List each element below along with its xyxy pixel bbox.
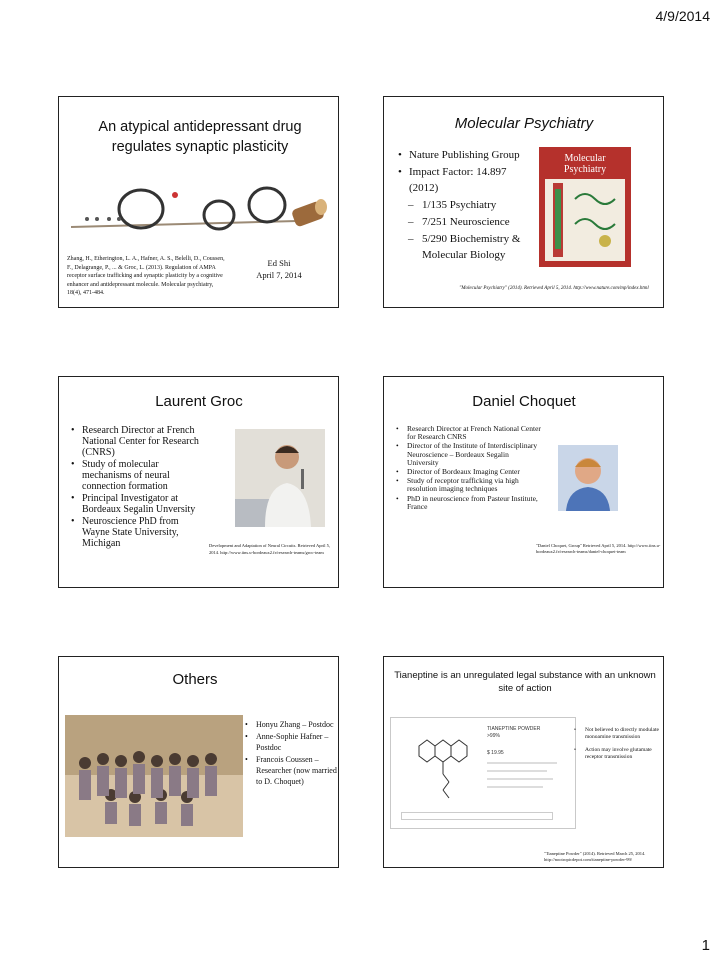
cover-figure <box>545 179 625 261</box>
slide-4 <box>383 376 664 588</box>
bullet-list <box>396 425 541 512</box>
bullet-item: • Francois Coussen – Researcher (now married to D. Choquet) <box>245 754 337 787</box>
bullet-item: • Research Director at French National Center for Research (CNRS) <box>71 425 201 458</box>
sub-bullet-item: – 7/251 Neuroscience <box>408 214 538 230</box>
bullet-item: • Principal Investigator at Bordeaux Segalin Unversity <box>71 493 201 515</box>
citation: "Molecular Psychiatry" (2014). Retrieved April 5, 2014. http://www.nature.com/mp/index.html <box>459 286 649 291</box>
content-line <box>487 786 543 788</box>
bullet-list <box>574 727 660 762</box>
bullet-item: • Study of molecular mechanisms of neural connection formation <box>71 459 201 492</box>
bullet-item: • Research Director at French National Center for Research CNRS <box>396 425 541 441</box>
slide-title <box>71 117 329 157</box>
slide-3 <box>58 376 339 588</box>
slide-6 <box>383 656 664 868</box>
citation: "Daniel Choquet, Group" Retrieved April 5, 2014. http://www.iins.u-bordeaux2.fr/research-teams/daniel-choquet-team <box>536 543 661 554</box>
slide-title: Molecular Psychiatry <box>454 115 594 132</box>
sub-bullet-item: – 5/290 Biochemistry & Molecular Biology <box>408 231 538 263</box>
product-purity: >99% <box>487 733 500 739</box>
options-bar <box>401 812 553 820</box>
journal-cover-image <box>539 147 631 267</box>
bullet-item: • Study of receptor trafficking via high resolution imaging techniques <box>396 477 541 493</box>
title-line: An atypical antidepressant drug <box>98 119 302 135</box>
molecule-structure <box>411 728 471 808</box>
bullet-item: • Anne-Sophie Hafner – Postdoc <box>245 731 337 753</box>
bullet-item: • Not believed to directly modulate monoamine transmission <box>574 727 660 741</box>
bullet-item: • Impact Factor: 14.897 (2012) <box>398 164 538 196</box>
presentation-date: April 7, 2014 <box>256 270 302 280</box>
content-line <box>487 770 547 772</box>
content-line <box>487 778 553 780</box>
bullet-item: • Neuroscience PhD from Wayne State University, Michigan <box>71 516 201 549</box>
page-number: 1 <box>701 937 710 954</box>
bullet-list <box>71 425 201 550</box>
citation: "Tianeptine Powder" (2014). Retrieved March 25, 2014. http://nootropicdepot.com/tianeptine-powder-99/ <box>544 851 646 862</box>
slide-title: Laurent Groc <box>155 393 243 410</box>
bullet-list <box>245 719 337 788</box>
bullet-item: • Action may involve glutamate receptor transmission <box>574 747 660 761</box>
slide-title: Others <box>172 671 218 688</box>
portrait-photo <box>235 429 325 527</box>
sub-bullet-item: – 1/135 Psychiatry <box>408 197 538 213</box>
slide-1 <box>58 96 339 308</box>
citation: Zhang, H., Etherington, L. A., Hafner, A. S., Belelli, D., Coussen, F., Delagrange, P., ... & Groc, L. (2013). Regulation of AMPA receptor surface trafficking and synaptic plasticity by a cognitive enhancer and antidepressant molecule. Molecular psychiatry, 18(4), 471-484. <box>67 256 225 296</box>
slide-5 <box>58 656 339 868</box>
portrait-photo <box>558 445 618 511</box>
cartoon-illustration <box>67 175 333 247</box>
slide-title: Tianeptine is an unregulated legal substance with an unknown site of action <box>394 670 656 694</box>
page-date: 4/9/2014 <box>655 8 710 24</box>
bullet-item: • Director of Bordeaux Imaging Center <box>396 468 541 476</box>
title-line: regulates synaptic plasticity <box>111 139 289 155</box>
author-block <box>229 257 329 281</box>
content-line <box>487 762 557 764</box>
bullet-item: • Honyu Zhang – Postdoc <box>245 719 337 730</box>
bullet-item: • Nature Publishing Group <box>398 147 538 163</box>
bullet-item: • PhD in neuroscience from Pasteur Institute, France <box>396 495 541 511</box>
product-heading: TIANEPTINE POWDER <box>487 726 541 732</box>
slide-2 <box>383 96 664 308</box>
bullet-list <box>398 147 538 264</box>
product-price: $ 19.95 <box>487 750 504 756</box>
citation: Development and Adaptation of Neural Circuits. Retrieved April 5, 2014. http://www.iins.u-bordeaux2.fr/research-teams/groc-team <box>209 543 330 555</box>
author-name: Ed Shi <box>267 258 291 268</box>
slide-title: Daniel Choquet <box>472 393 576 410</box>
bullet-item: • Director of the Institute of Interdisciplinary Neuroscience – Bordeaux Segalin University <box>396 442 541 467</box>
journal-cover-title: Molecular Psychiatry <box>563 153 607 175</box>
group-photo <box>65 715 243 837</box>
webpage-screenshot <box>390 717 576 829</box>
